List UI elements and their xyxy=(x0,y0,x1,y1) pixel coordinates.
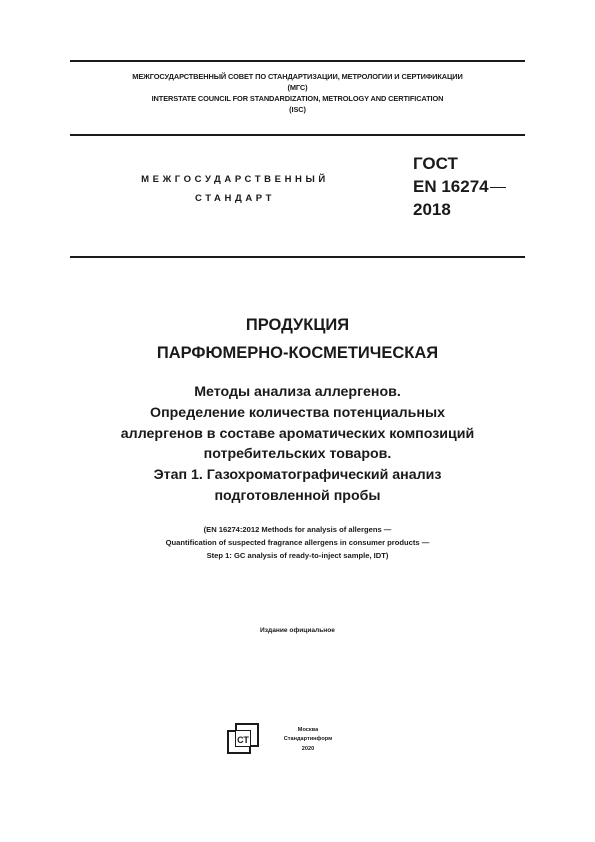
english-title-line: Quantification of suspected fragrance allergens in consumer products — xyxy=(165,537,430,547)
logo-text: СТ xyxy=(237,735,249,745)
subtitle-line: аллергенов в составе ароматических композиций xyxy=(120,425,475,442)
publisher-imprint xyxy=(268,726,348,754)
document-subtitle xyxy=(60,382,535,507)
publisher-city: Москва xyxy=(297,727,319,733)
standartinform-logo-icon xyxy=(224,722,262,756)
title-line1: ПРОДУКЦИЯ xyxy=(245,316,350,334)
gost-label: ГОСТ xyxy=(413,154,458,173)
publisher-name: Стандартинформ xyxy=(283,736,333,743)
subtitle-line: подготовленной пробы xyxy=(214,487,381,504)
lower-rule xyxy=(70,256,525,258)
standard-type-line1: МЕЖГОСУДАРСТВЕННЫЙ xyxy=(141,174,329,185)
subtitle-line: Методы анализа аллергенов. xyxy=(194,384,401,400)
subtitle-line: Этап 1. Газохроматографический анализ xyxy=(153,467,442,484)
standard-type xyxy=(110,170,360,208)
middle-rule xyxy=(70,134,525,136)
english-title-line: (EN 16274:2012 Methods for analysis of allergens — xyxy=(203,525,392,534)
english-title xyxy=(60,524,535,562)
edition-note: Издание официальное xyxy=(260,627,335,634)
document-title xyxy=(60,311,535,367)
council-name-ru: МЕЖГОСУДАРСТВЕННЫЙ СОВЕТ ПО СТАНДАРТИЗАЦИИ, МЕТРОЛОГИИ И СЕРТИФИКАЦИИ xyxy=(132,72,463,81)
title-line2: ПАРФЮМЕРНО-КОСМЕТИЧЕСКАЯ xyxy=(156,344,439,362)
english-title-line: Step 1: GC analysis of ready-to-inject sample, IDT) xyxy=(206,550,389,560)
standard-type-line2: СТАНДАРТ xyxy=(195,193,275,204)
subtitle-line: потребительских товаров. xyxy=(203,446,392,463)
subtitle-line: Определение количества потенциальных xyxy=(150,404,445,421)
council-name-en: INTERSTATE COUNCIL FOR STANDARDIZATION, METROLOGY AND CERTIFICATION xyxy=(151,94,444,103)
standard-number: EN 16274 xyxy=(413,177,489,196)
top-rule xyxy=(70,60,525,62)
publisher-year: 2020 xyxy=(301,745,315,752)
council-header xyxy=(60,71,535,115)
designation-dash xyxy=(490,187,506,188)
council-abbr-ru: (МГС) xyxy=(287,83,308,92)
standard-designation xyxy=(413,152,506,221)
standard-year: 2018 xyxy=(413,200,451,219)
council-abbr-en: (ISC) xyxy=(289,105,306,114)
